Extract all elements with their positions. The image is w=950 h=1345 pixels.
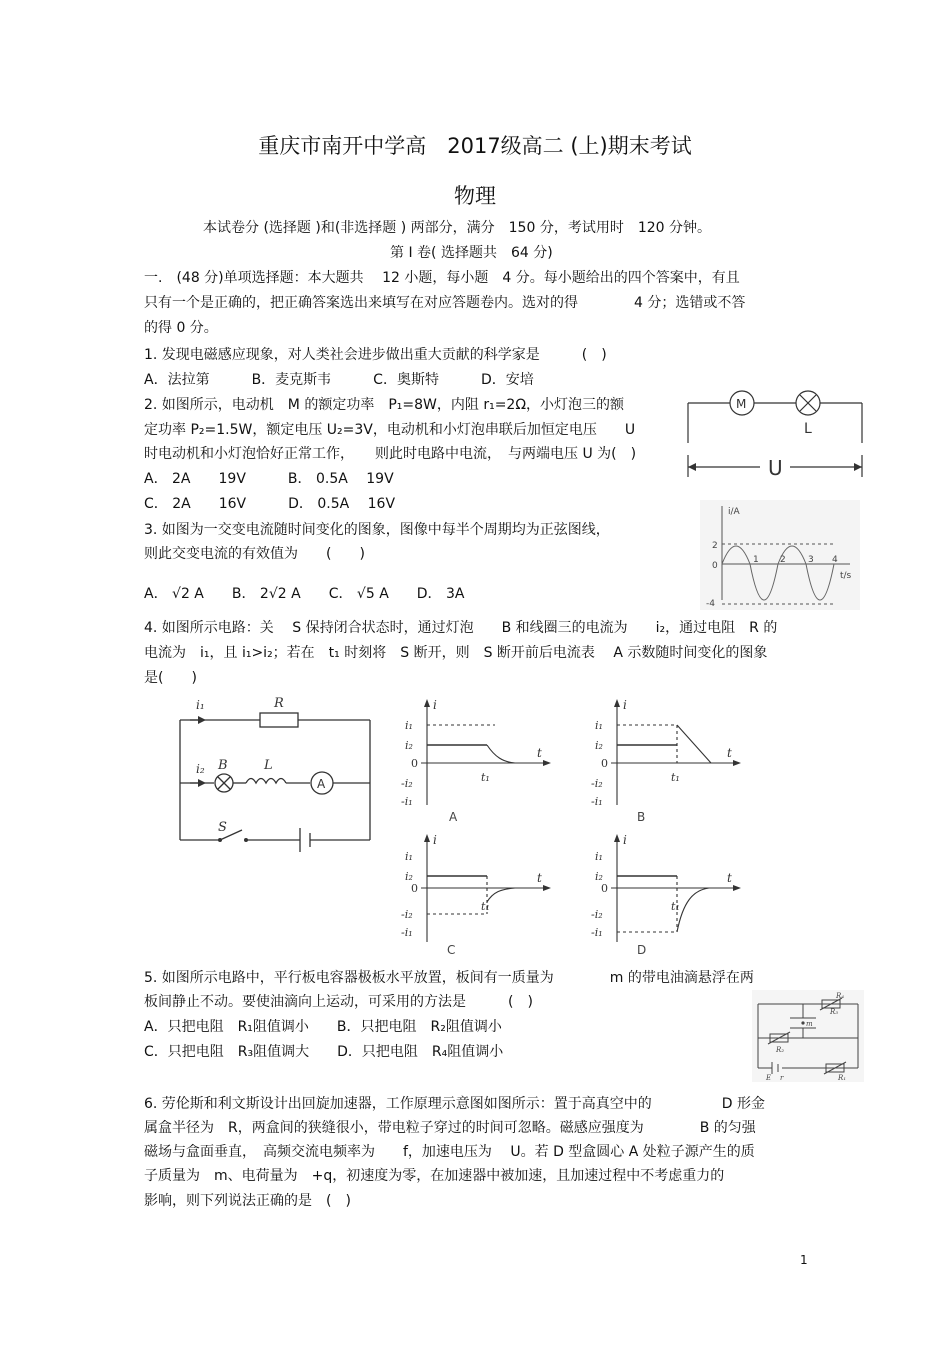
q5-options-cd: C．只把电阻 R₃阻值调大 D．只把电阻 R₄阻值调小 <box>144 1044 504 1060</box>
q4d-zero: 0 <box>601 882 608 895</box>
q4a-i-axis: i <box>433 698 437 712</box>
q4-i1-label: i₁ <box>196 698 205 712</box>
q3-t2: 2 <box>780 555 786 565</box>
q4d-t-axis: t <box>727 871 732 885</box>
lamp-label: L <box>804 421 812 437</box>
q4-graph-b <box>585 695 745 825</box>
q4a-i1: i₁ <box>405 719 413 732</box>
q3-y-zero: 0 <box>712 561 718 571</box>
voltage-label: U <box>768 456 783 480</box>
q4b-t-axis: t <box>727 746 732 760</box>
q4-graph-d <box>585 830 745 960</box>
q4d-option-label: D <box>637 943 647 957</box>
q4-line1: 4. 如图所示电路：关 S 保持闭合状态时，通过灯泡 B 和线圈三的电流为 i₂，通过电阻 R 的 <box>144 620 778 636</box>
q4d-i1: i₁ <box>595 850 603 863</box>
q4b-i1: i₁ <box>595 719 603 732</box>
q3-t1: 1 <box>753 555 759 565</box>
q6-line5: 影响，则下列说法正确的是 ( ) <box>144 1193 351 1209</box>
q4-line2: 电流为 i₁，且 i₁>i₂；若在 t₁ 时刻将 S 断开，则 S 断开前后电流表 A 示数随时间变化的图象 <box>144 645 768 661</box>
q2-line2: 定功率 P₂=1.5W，额定电压 U₂=3V，电动机和小灯泡串联后加恒定电压 U <box>144 422 636 438</box>
q2-options-ab: A． 2A 19V B． 0.5A 19V <box>144 471 394 487</box>
q4b-t1: t₁ <box>671 771 680 784</box>
q4-line3: 是( ) <box>144 670 197 686</box>
q5-R1-label: R₁ <box>838 1074 847 1082</box>
q2-line3: 时电动机和小灯泡恰好正常工作， 则此时电路中电流， 与两端电压 U 为( ) <box>144 446 637 462</box>
page-number: 1 <box>800 1253 808 1267</box>
q4-R-label: R <box>274 696 284 711</box>
part-heading: 第 Ⅰ 卷( 选择题共 64 分) <box>390 245 553 261</box>
q6-line2: 属盒半径为 R，两盒间的狭缝很小，带电粒子穿过的时间可忽略。磁感应强度为 B 的匀强 <box>144 1120 756 1136</box>
q5-R4-label: R₄ <box>836 992 845 1000</box>
section1-line3: 的得 0 分。 <box>144 320 218 336</box>
q4-B-label: B <box>218 758 228 773</box>
q3-y-neg: -4 <box>706 599 715 609</box>
q5-circuit-figure <box>752 990 864 1082</box>
q6-line4: 子质量为 m、电荷量为 +q，初速度为零，在加速器中被加速，且加速过程中不考虑重力的 <box>144 1168 725 1184</box>
q3-line2: 则此交变电流的有效值为 ( ) <box>144 546 365 562</box>
q2-line1: 2. 如图所示，电动机 M 的额定功率 P₁=8W，内阻 r₁=2Ω，小灯泡三的额 <box>144 397 625 413</box>
q4d-ni2: -i₂ <box>591 908 603 921</box>
q4c-zero: 0 <box>411 882 418 895</box>
q5-line2: 板间静止不动。要使油滴向上运动，可采用的方法是 ( ) <box>144 994 533 1010</box>
q4b-i2: i₂ <box>595 739 603 752</box>
q4c-option-label: C <box>447 943 456 957</box>
q4-graph-c <box>395 830 555 960</box>
q4c-i1: i₁ <box>405 850 413 863</box>
q4a-ni2: -i₂ <box>401 777 413 790</box>
subject-title: 物理 <box>454 184 496 208</box>
q4b-i-axis: i <box>623 698 627 712</box>
q4b-ni2: -i₂ <box>591 777 603 790</box>
q4d-i2: i₂ <box>595 870 603 883</box>
q6-line3: 磁场与盒面垂直， 高频交流电频率为 f，加速电压为 U。若 D 型盒圆心 A 处粒子源产生的质 <box>144 1144 755 1160</box>
q2-circuit-figure <box>680 385 870 480</box>
q4a-t1: t₁ <box>481 771 490 784</box>
q4-circuit-figure <box>170 695 380 855</box>
exam-intro: 本试卷分 (选择题 )和(非选择题 ) 两部分，满分 150 分，考试用时 120 分钟。 <box>203 220 711 236</box>
motor-label: M <box>736 397 747 411</box>
q4c-ni1: -i₁ <box>401 926 413 939</box>
q5-R2-label: R₂ <box>776 1046 785 1054</box>
q4c-ni2: -i₂ <box>401 908 413 921</box>
q4-S-label: S <box>218 820 227 835</box>
q4a-t-axis: t <box>537 746 542 760</box>
q5-options-ab: A．只把电阻 R₁阻值调小 B．只把电阻 R₂阻值调小 <box>144 1019 502 1035</box>
q3-ylabel: i/A <box>728 507 740 517</box>
q3-t3: 3 <box>808 555 814 565</box>
exam-title: 重庆市南开中学高 2017级高二 (上)期末考试 <box>258 134 692 158</box>
q3-xlabel: t/s <box>840 571 852 581</box>
q2-options-cd: C． 2A 16V D． 0.5A 16V <box>144 496 396 512</box>
q5-line1: 5. 如图所示电路中，平行板电容器极板水平放置，板间有一质量为 m 的带电油滴悬浮在两 <box>144 970 754 986</box>
q5-r-label: r <box>780 1074 784 1082</box>
q4a-ni1: -i₁ <box>401 795 413 808</box>
q4d-t1: t₁ <box>671 900 680 913</box>
q6-line1: 6. 劳伦斯和利文斯设计出回旋加速器，工作原理示意图如图所示：置于高真空中的 D 形金 <box>144 1096 766 1112</box>
q4d-ni1: -i₁ <box>591 926 603 939</box>
q4-graph-a <box>395 695 555 825</box>
q4b-ni1: -i₁ <box>591 795 603 808</box>
q4-ammeter-label: A <box>317 777 326 791</box>
q3-line1: 3. 如图为一交变电流随时间变化的图象，图像中每半个周期均为正弦图线， <box>144 522 610 538</box>
q4b-option-label: B <box>637 810 646 824</box>
q4-L-label: L <box>264 758 273 773</box>
q4a-zero: 0 <box>411 757 418 770</box>
q5-R3-label: R₃ <box>830 1008 839 1016</box>
section1-line2: 只有一个是正确的，把正确答案选出来填写在对应答题卷内。选对的得 4 分；选错或不答 <box>144 295 746 311</box>
q4c-i2: i₂ <box>405 870 413 883</box>
q3-options: A． √2 A B． 2√2 A C． √5 A D． 3A <box>144 586 465 602</box>
q3-t4: 4 <box>832 555 838 565</box>
q5-E-label: E <box>766 1074 772 1082</box>
q4-i2-label: i₂ <box>196 762 205 776</box>
q1-options: A．法拉第 B．麦克斯韦 C．奥斯特 D．安培 <box>144 372 534 388</box>
q4d-i-axis: i <box>623 833 627 847</box>
q3-current-graph <box>700 500 860 610</box>
q4c-i-axis: i <box>433 833 437 847</box>
q1-stem: 1. 发现电磁感应现象，对人类社会进步做出重大贡献的科学家是 ( ) <box>144 347 607 363</box>
q4a-i2: i₂ <box>405 739 413 752</box>
q5-m-label: m <box>806 1020 813 1028</box>
q3-y-pos: 2 <box>712 541 718 551</box>
q4c-t1: t₁ <box>481 900 490 913</box>
q4c-t-axis: t <box>537 871 542 885</box>
section1-line1: 一. (48 分)单项选择题：本大题共 12 小题，每小题 4 分。每小题给出的四个答案中，有且 <box>144 270 740 286</box>
q4b-zero: 0 <box>601 757 608 770</box>
q4a-option-label: A <box>449 810 458 824</box>
